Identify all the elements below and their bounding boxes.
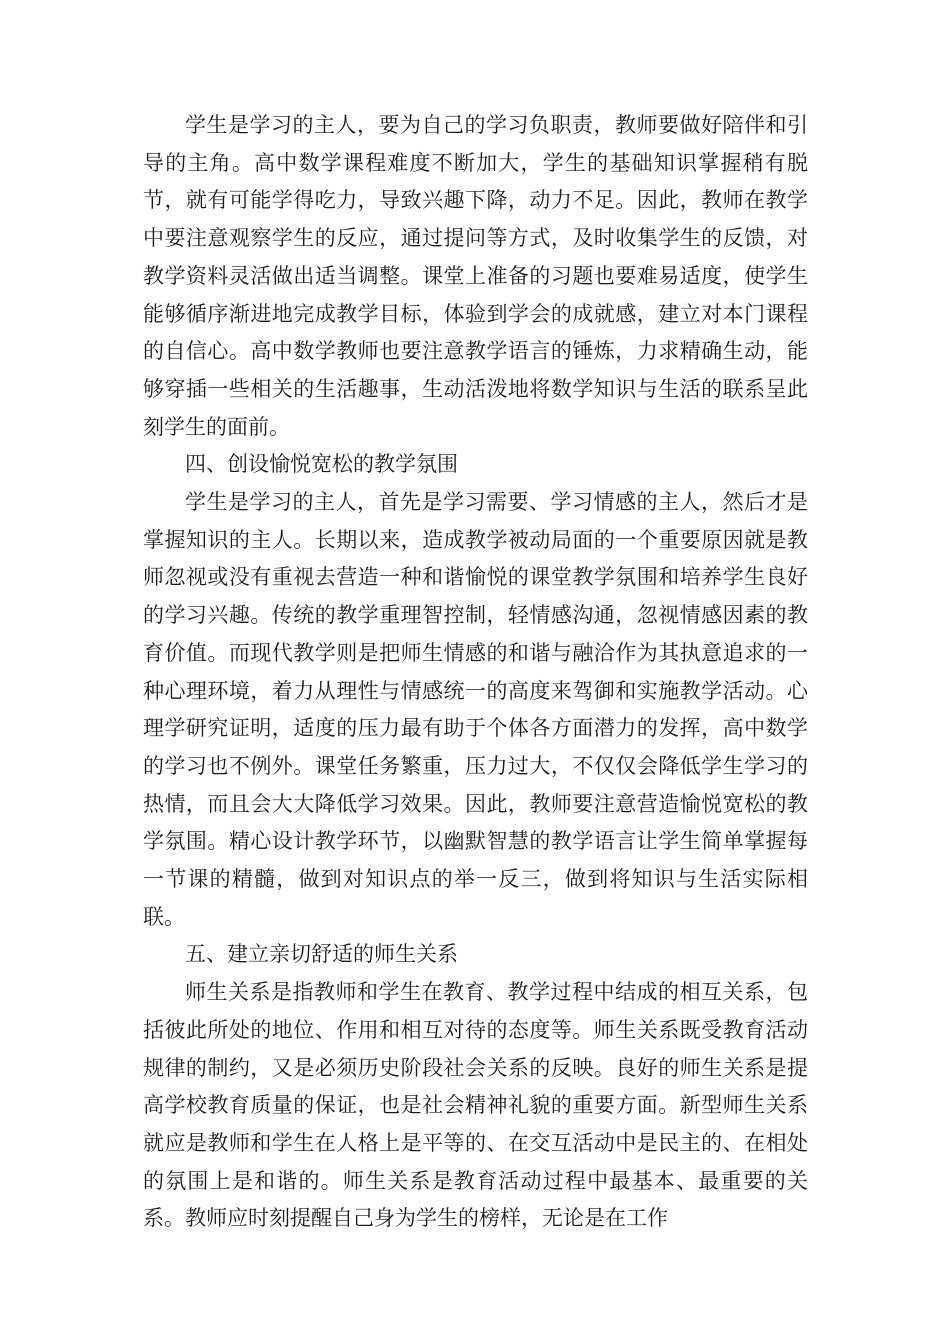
- section-heading-4: 四、创设愉悦宽松的教学氛围: [185, 452, 458, 477]
- document-body: [143, 107, 808, 1238]
- paragraph-teaching-atmosphere: 学生是学习的主人，首先是学习需要、学习情感的主人，然后才是掌握知识的主人。长期以来，造成教学被动局面的一个重要原因就是教师忽视或没有重视去营造一种和谐愉悦的课堂教学氛围和培养学生良好的学习兴趣。传统的教学重理智控制，轻情感沟通，忽视情感因素的教育价值。而现代教学则是把师生情感的和谐与融洽作为其执意追求的一种心理环境，着力从理性与情感统一的高度来驾御和实施教学活动。心理学研究证明，适度的压力最有助于个体各方面潜力的发挥，高中数学的学习也不例外。课堂任务繁重，压力过大，不仅仅会降低学生学习的热情，而且会大大降低学习效果。因此，教师要注意营造愉悦宽松的教学氛围。精心设计教学环节，以幽默智慧的教学语言让学生简单掌握每一节课的精髓，做到对知识点的举一反三，做到将知识与生活实际相联。: [143, 490, 808, 929]
- section-heading-5: 五、建立亲切舒适的师生关系: [185, 942, 458, 967]
- paragraph-student-responsibility: 学生是学习的主人，要为自己的学习负职责，教师要做好陪伴和引导的主角。高中数学课程难度不断加大，学生的基础知识掌握稍有脱节，就有可能学得吃力，导致兴趣下降，动力不足。因此，教师在教学中要注意观察学生的反应，通过提问等方式，及时收集学生的反馈，对教学资料灵活做出适当调整。课堂上准备的习题也要难易适度，使学生能够循序渐进地完成教学目标，体验到学会的成就感，建立对本门课程的自信心。高中数学教师也要注意教学语言的锤炼，力求精确生动，能够穿插一些相关的生活趣事，生动活泼地将数学知识与生活的联系呈此刻学生的面前。: [143, 113, 808, 439]
- paragraph-teacher-student-relationship: 师生关系是指教师和学生在教育、教学过程中结成的相互关系，包括彼此所处的地位、作用和相互对待的态度等。师生关系既受教育活动规律的制约，又是必须历史阶段社会关系的反映。良好的师生关系是提高学校教育质量的保证，也是社会精神礼貌的重要方面。新型师生关系就应是教师和学生在人格上是平等的、在交互活动中是民主的、在相处的氛围上是和谐的。师生关系是教育活动过程中最基本、最重要的关系。教师应时刻提醒自己身为学生的榜样，无论是在工作: [143, 980, 808, 1231]
